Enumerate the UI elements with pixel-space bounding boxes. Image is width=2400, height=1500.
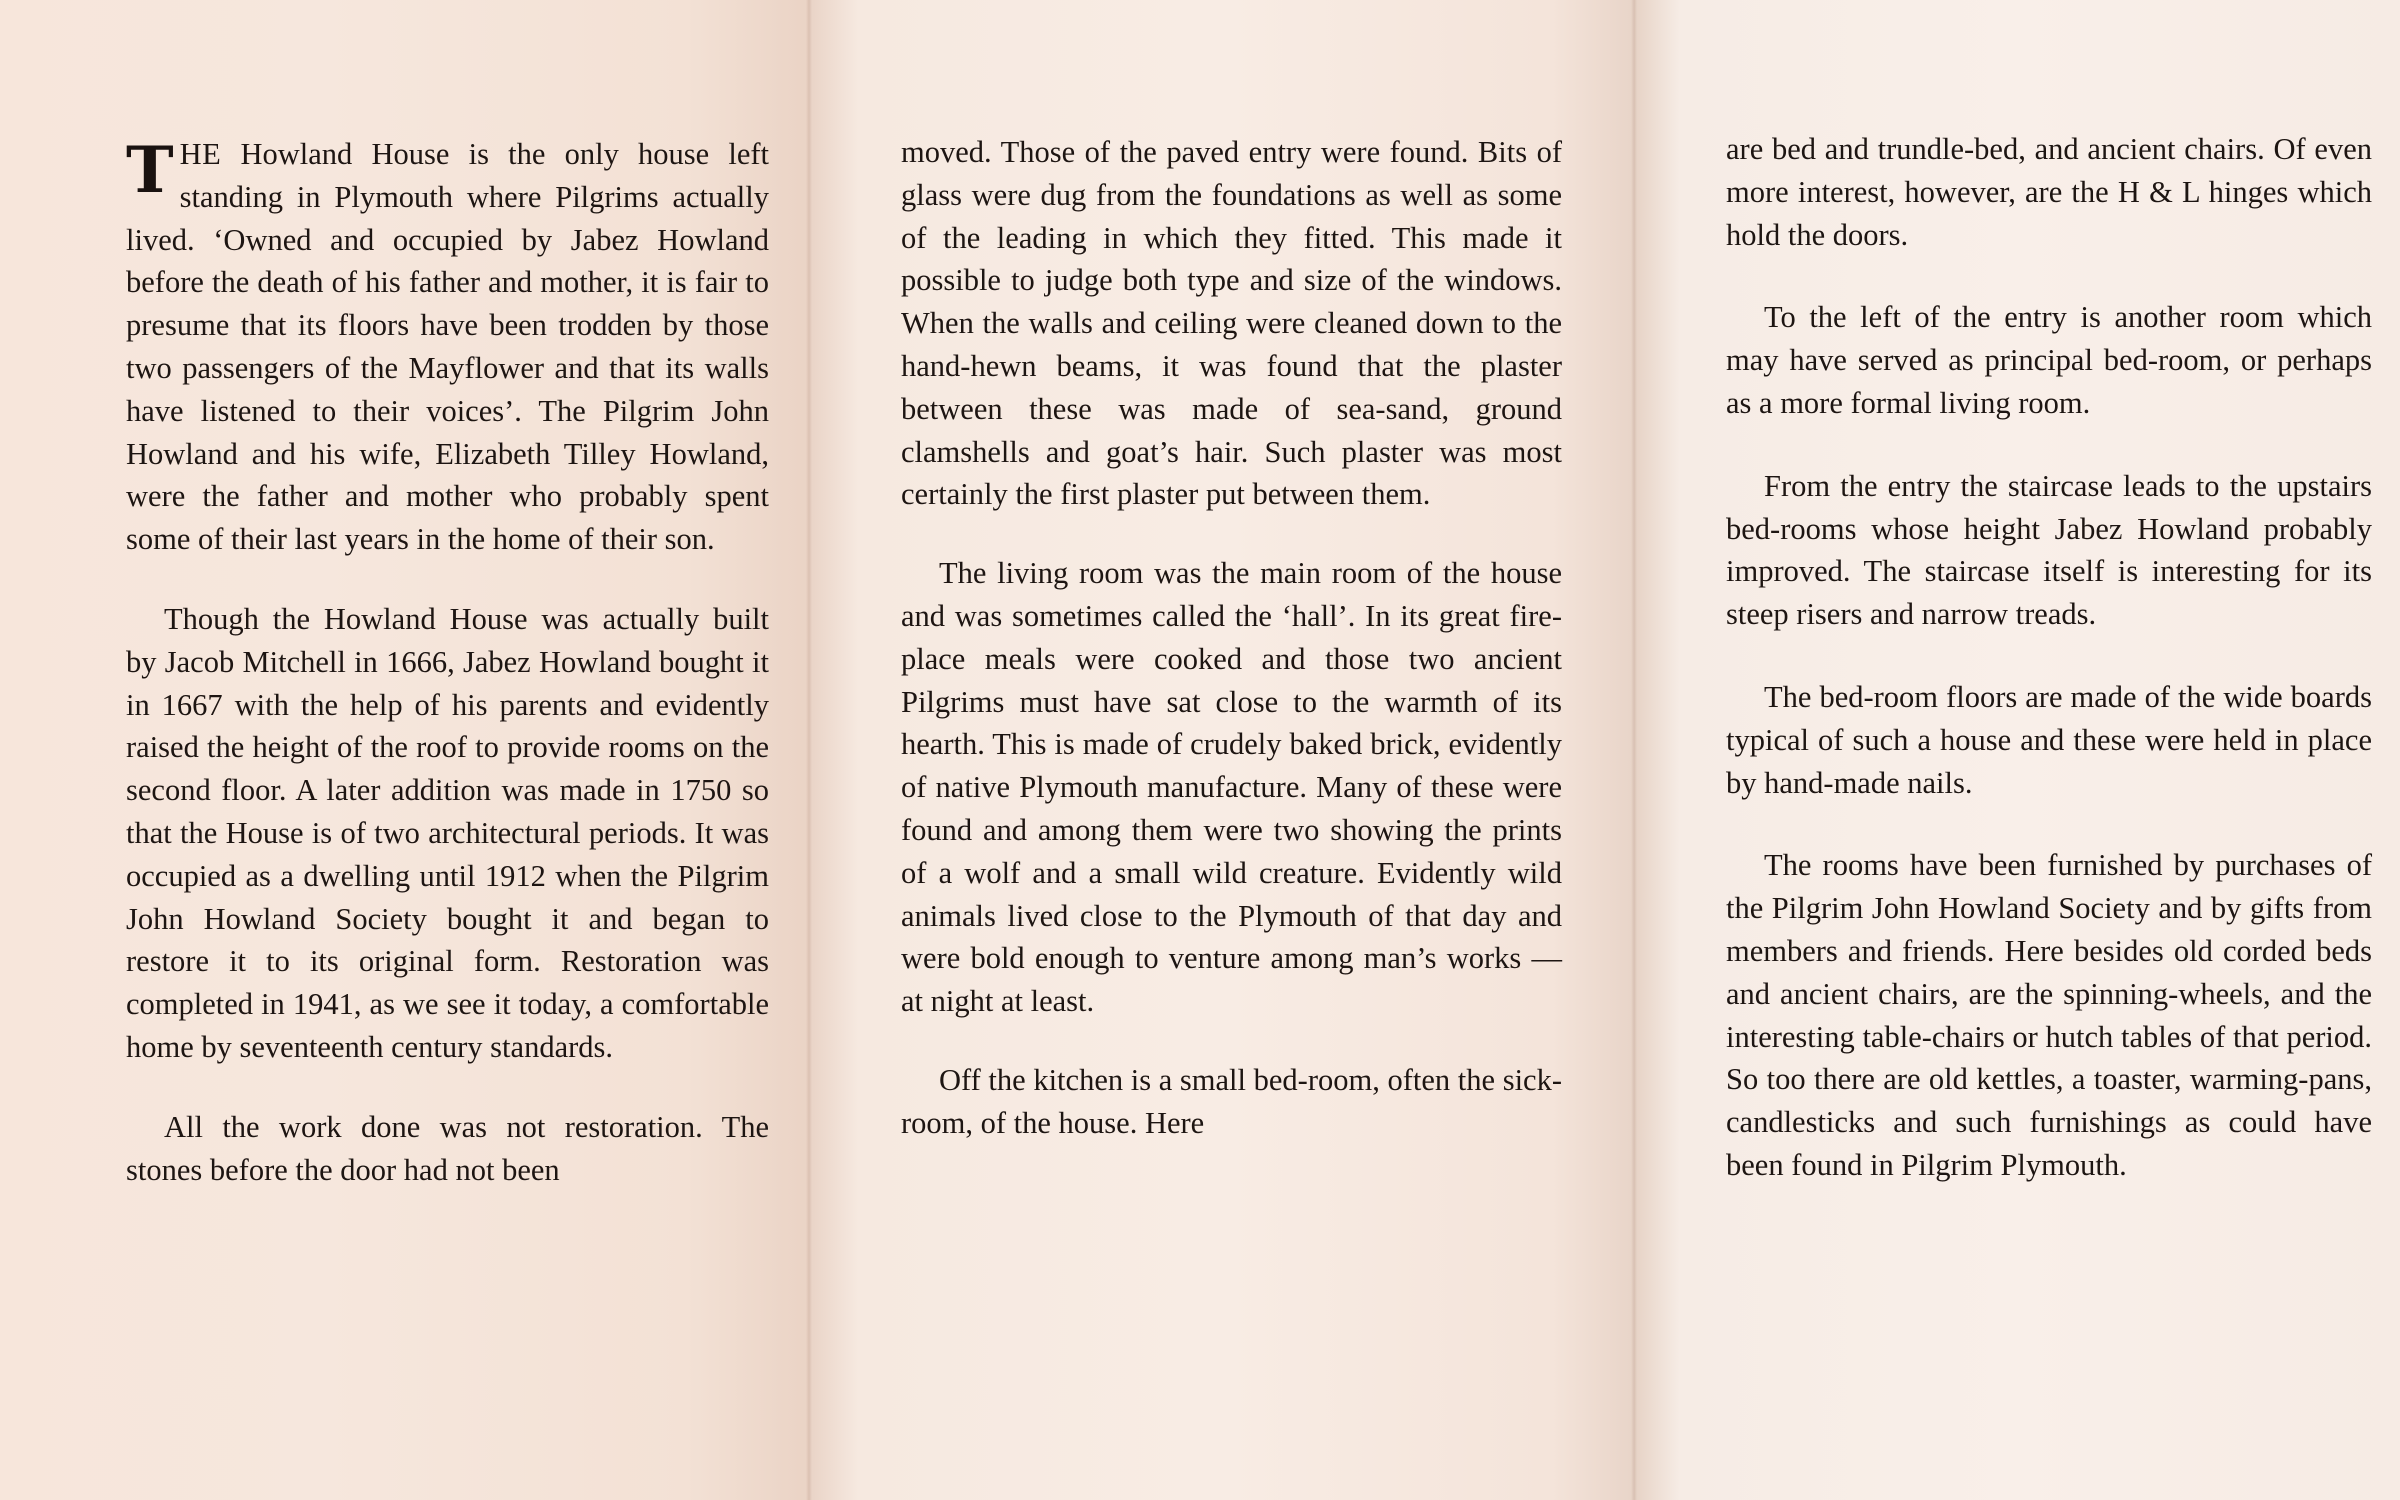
fold-line-left — [806, 0, 812, 1500]
paragraph-floors: The bed-room floors are made of the wide boards typical of such a house and these were held in place by hand-made nails. — [1726, 679, 2372, 800]
drop-cap: T — [126, 133, 174, 208]
paragraph-history: Though the Howland House was actually built by Jacob Mitchell in 1666, Jabez Howland bought it in 1667 with the help of his parents and evidently raised the height of the roof to provide rooms on the second floor. A later addition was made in 1750 so that the House is of two architectural periods. It was occupied as a dwelling until 1912 when the Pilgrim John Howland Society bought it and began to restore it to its original form. Restoration was completed in 1941, as we see it today, a comfortable home by seventeenth century standards. — [126, 601, 769, 1064]
fold-line-right — [1631, 0, 1637, 1500]
panel-right — [1634, 0, 2400, 1500]
paragraph-restoration-cont: moved. Those of the paved entry were found. Bits of glass were dug from the foundations as well as some of the leading in which they fitted. This made it possible to judge both type and size of the windows. When the walls and ceiling were cleaned down to the hand-hewn beams, it was found that the plaster between these was made of sea-sand, ground clamshells and goat’s hair. Such plaster was most certainly the first plaster put between them. — [901, 135, 1562, 512]
paragraph-living-room: The living room was the main room of the house and was sometimes called the ‘hall’. In its great fire-place meals were cooked and those two ancient Pilgrims must have sat close to the warmth of its hearth. This is made of crudely baked brick, evidently of native Plymouth manufacture. Many of these were found and among them were two showing the prints of a wolf and a small wild creature. Evidently wild animals lived close to the Plymouth of that day and were bold enough to venture among man’s works — at night at least. — [901, 556, 1562, 1019]
panel-middle — [809, 0, 1634, 1500]
paragraph-kitchen-start: Off the kitchen is a small bed-room, often the sick-room, of the house. Here — [901, 1062, 1562, 1140]
paragraph-left-room: To the left of the entry is another room which may have served as principal bed-room, or perhaps as a more formal living room. — [1726, 300, 2372, 420]
paragraph-staircase: From the entry the staircase leads to the upstairs bed-rooms whose height Jabez Howland probably improved. The staircase itself is interesting for its steep risers and narrow treads. — [1726, 468, 2372, 632]
paragraph-kitchen-cont: are bed and trundle-bed, and ancient chairs. Of even more interest, however, are the H & L hinges which hold the doors. — [1726, 132, 2372, 252]
intro-caps: HE — [179, 137, 222, 171]
paragraph-restoration-start: All the work done was not restoration. The stones before the door had not been — [126, 1109, 769, 1187]
panel-left — [0, 0, 809, 1500]
paragraph-intro — [126, 133, 769, 561]
intro-text: Howland House is the only house left standing in Plymouth where Pilgrims actually lived. ‘Owned and occupied by Jabez Howland before the death of his father and mother, it is fair to presume that its floors have been trodden by those two passengers of the Mayflower and that its walls have listened to their voices’. The Pilgrim John Howland and his wife, Elizabeth Tilley Howland, were the father and mother who probably spent some of their last years in the home of their son. — [126, 137, 769, 557]
paragraph-furnishings: The rooms have been furnished by purchases of the Pilgrim John Howland Society and by gifts from members and friends. Here besides old corded beds and ancient chairs, are the spinning-wheels, and the interesting table-chairs or hutch tables of that period. So too there are old kettles, a toaster, warming-pans, candlesticks and such furnishings as could have been found in Pilgrim Plymouth. — [1726, 848, 2372, 1182]
